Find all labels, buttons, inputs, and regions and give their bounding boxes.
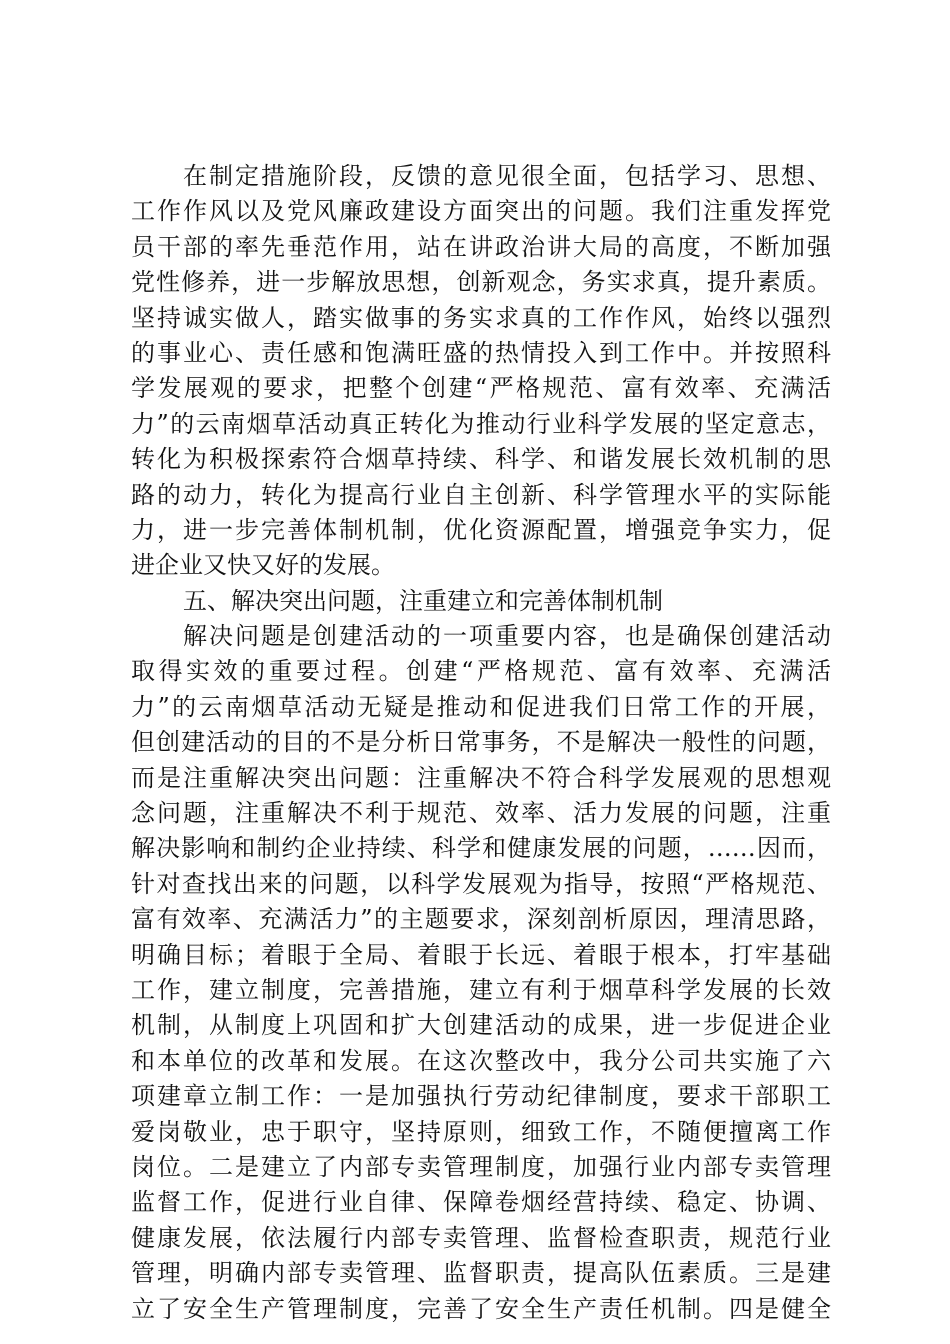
paragraph-2-line: 针对查找出来的问题，以科学发展观为指导，按照“严格规范、 [131,869,831,898]
paragraph-2-line: 立了安全生产管理制度，完善了安全生产责任机制。四是健全 [131,1294,831,1323]
paragraph-2-line: 但创建活动的目的不是分析日常事务，不是解决一般性的问题， [131,728,831,757]
paragraph-1-line: 工作作风以及党风廉政建设方面突出的问题。我们注重发挥党 [131,197,831,226]
paragraph-2-line: 取得实效的重要过程。创建“严格规范、富有效率、充满活 [131,657,831,686]
document-body [131,159,831,1327]
paragraph-1-line: 力”的云南烟草活动真正转化为推动行业科学发展的坚定意志， [131,409,831,438]
paragraph-1-line: 员干部的率先垂范作用，站在讲政治讲大局的高度，不断加强 [131,232,831,261]
paragraph-1-line: 路的动力，转化为提高行业自主创新、科学管理水平的实际能 [131,480,831,509]
paragraph-1-line: 党性修养，进一步解放思想，创新观念，务实求真，提升素质。 [131,268,831,297]
paragraph-2-line: 和本单位的改革和发展。在这次整改中，我分公司共实施了六 [131,1046,831,1075]
paragraph-1-line: 坚持诚实做人，踏实做事的务实求真的工作作风，始终以强烈 [131,303,831,332]
paragraph-1-line: 力，进一步完善体制机制，优化资源配置，增强竞争实力，促 [131,515,831,544]
paragraph-2-line: 力”的云南烟草活动无疑是推动和促进我们日常工作的开展， [131,692,831,721]
paragraph-2-line: 机制，从制度上巩固和扩大创建活动的成果，进一步促进企业 [131,1011,831,1040]
paragraph-2-line: 监督工作，促进行业自律、保障卷烟经营持续、稳定、协调、 [131,1188,831,1217]
paragraph-1-line: 在制定措施阶段，反馈的意见很全面，包括学习、思想、 [183,162,831,190]
paragraph-1-line: 学发展观的要求，把整个创建“严格规范、富有效率、充满活 [131,374,831,403]
paragraph-2-line: 岗位。二是建立了内部专卖管理制度，加强行业内部专卖管理 [131,1152,831,1181]
paragraph-2-line: 爱岗敬业，忠于职守，坚持原则，细致工作，不随便擅离工作 [131,1117,831,1146]
paragraph-2-line: 工作，建立制度，完善措施，建立有利于烟草科学发展的长效 [131,975,831,1004]
paragraph-2-line: 而是注重解决突出问题：注重解决不符合科学发展观的思想观 [131,763,831,792]
paragraph-2-line: 富有效率、充满活力”的主题要求，深刻剖析原因，理清思路， [131,905,831,934]
paragraph-2-line: 念问题，注重解决不利于规范、效率、活力发展的问题，注重 [131,799,831,828]
paragraph-1-last-line: 进企业又快又好的发展。 [131,551,395,580]
section-heading: 五、解决突出问题，注重建立和完善体制机制 [183,586,663,615]
paragraph-2-line: 健康发展，依法履行内部专卖管理、监督检查职责，规范行业 [131,1223,831,1252]
paragraph-2-line: 项建章立制工作：一是加强执行劳动纪律制度，要求干部职工 [131,1082,831,1111]
paragraph-2-line: 管理，明确内部专卖管理、监督职责，提高队伍素质。三是建 [131,1259,831,1288]
paragraph-2-line: 解决影响和制约企业持续、科学和健康发展的问题，……因而， [131,834,831,863]
paragraph-1-line: 转化为积极探索符合烟草持续、科学、和谐发展长效机制的思 [131,445,831,474]
paragraph-2-line: 解决问题是创建活动的一项重要内容，也是确保创建活动 [183,622,831,651]
paragraph-2-line: 明确目标；着眼于全局、着眼于长远、着眼于根本，打牢基础 [131,940,831,969]
paragraph-1-line: 的事业心、责任感和饱满旺盛的热情投入到工作中。并按照科 [131,338,831,367]
